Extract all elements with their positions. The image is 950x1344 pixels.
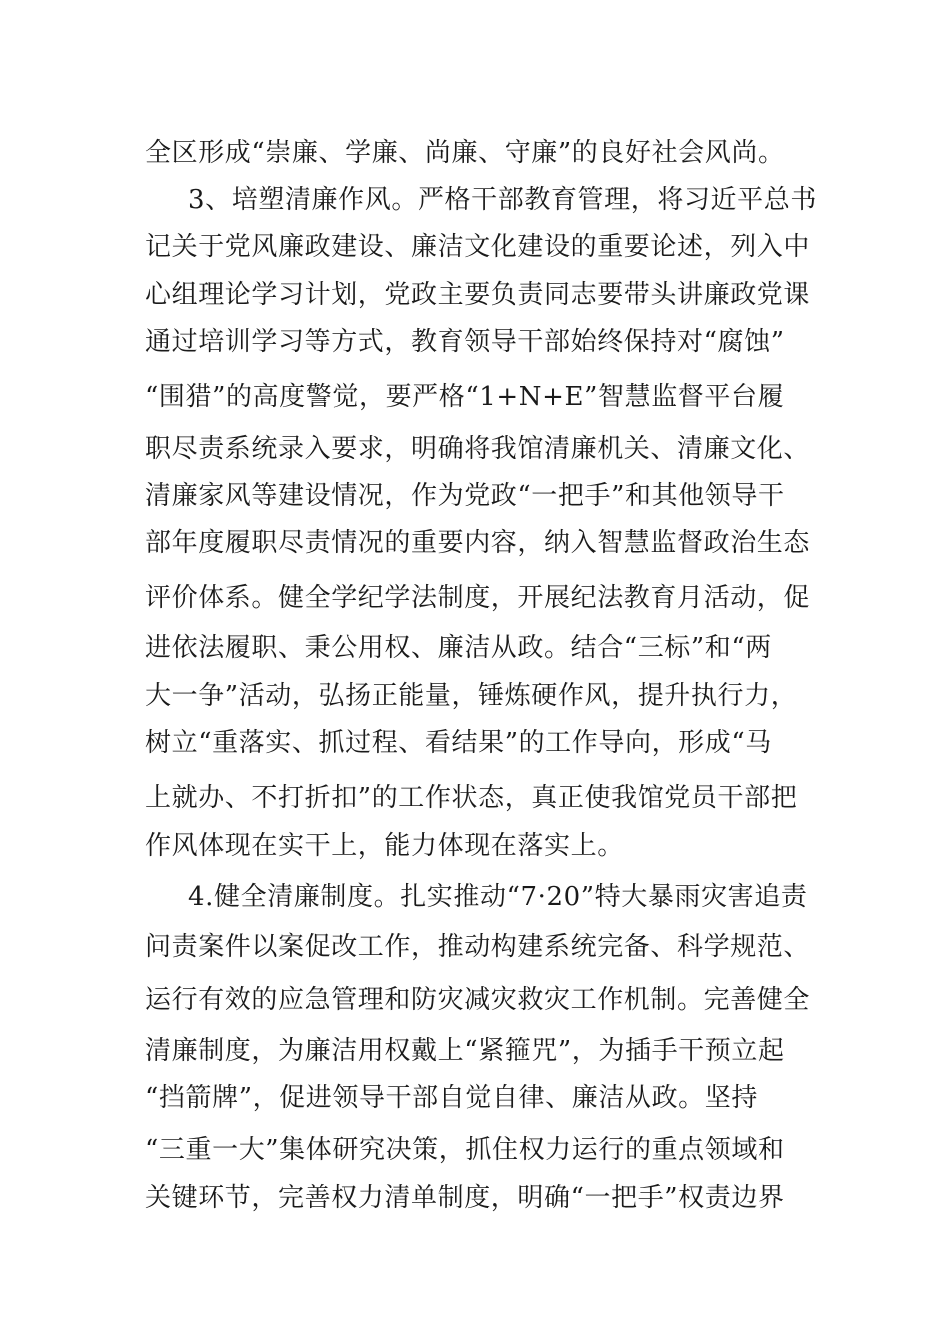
text-line-11: 进依法履职、秉公用权、廉洁从政。结合“三标”和“两 [145, 633, 772, 663]
text-line-12: 大一争”活动，弘扬正能量，锤炼硬作风，提升执行力， [145, 681, 798, 711]
text-line-3: 记关于党风廉政建设、廉洁文化建设的重要论述，列入中 [145, 232, 811, 262]
text-line-9: 部年度履职尽责情况的重要内容，纳入智慧监督政治生态 [145, 528, 811, 558]
text-line-14: 上就办、不打折扣”的工作状态，真正使我馆党员干部把 [145, 783, 798, 813]
text-line-7: 职尽责系统录入要求，明确将我馆清廉机关、清廉文化、 [145, 434, 811, 464]
text-line-22: 关键环节，完善权力清单制度，明确“一把手”权责边界 [145, 1183, 785, 1213]
text-line-8: 清廉家风等建设情况，作为党政“一把手”和其他领导干 [145, 481, 785, 511]
paragraph-3-heading-line: 3、培塑清廉作风。严格干部教育管理，将习近平总书 [188, 185, 817, 215]
text-line-21: “三重一大”集体研究决策，抓住权力运行的重点领域和 [145, 1135, 785, 1165]
text-line-20: “挡箭牌”，促进领导干部自觉自律、廉洁从政。坚持 [145, 1083, 758, 1113]
text-line-6: “围猎”的高度警觉，要严格“1+N+E”智慧监督平台履 [145, 382, 785, 412]
text-line-10: 评价体系。健全学纪学法制度，开展纪法教育月活动，促 [145, 583, 811, 613]
text-line-19: 清廉制度，为廉洁用权戴上“紧箍咒”，为插手干预立起 [145, 1036, 785, 1066]
text-line-13: 树立“重落实、抓过程、看结果”的工作导向，形成“马 [145, 728, 772, 758]
paragraph-4-heading-line: 4.健全清廉制度。扎实推动“7·20”特大暴雨灾害追责 [188, 882, 808, 912]
text-line-5: 通过培训学习等方式，教育领导干部始终保持对“腐蚀” [145, 327, 785, 357]
text-line-17: 问责案件以案促改工作，推动构建系统完备、科学规范、 [145, 932, 811, 962]
text-line-15: 作风体现在实干上，能力体现在落实上。 [145, 831, 624, 861]
text-line-4: 心组理论学习计划，党政主要负责同志要带头讲廉政党课 [145, 280, 811, 310]
text-line-18: 运行有效的应急管理和防灾减灾救灾工作机制。完善健全 [145, 985, 811, 1015]
text-line-1: 全区形成“崇廉、学廉、尚廉、守廉”的良好社会风尚。 [145, 138, 785, 168]
